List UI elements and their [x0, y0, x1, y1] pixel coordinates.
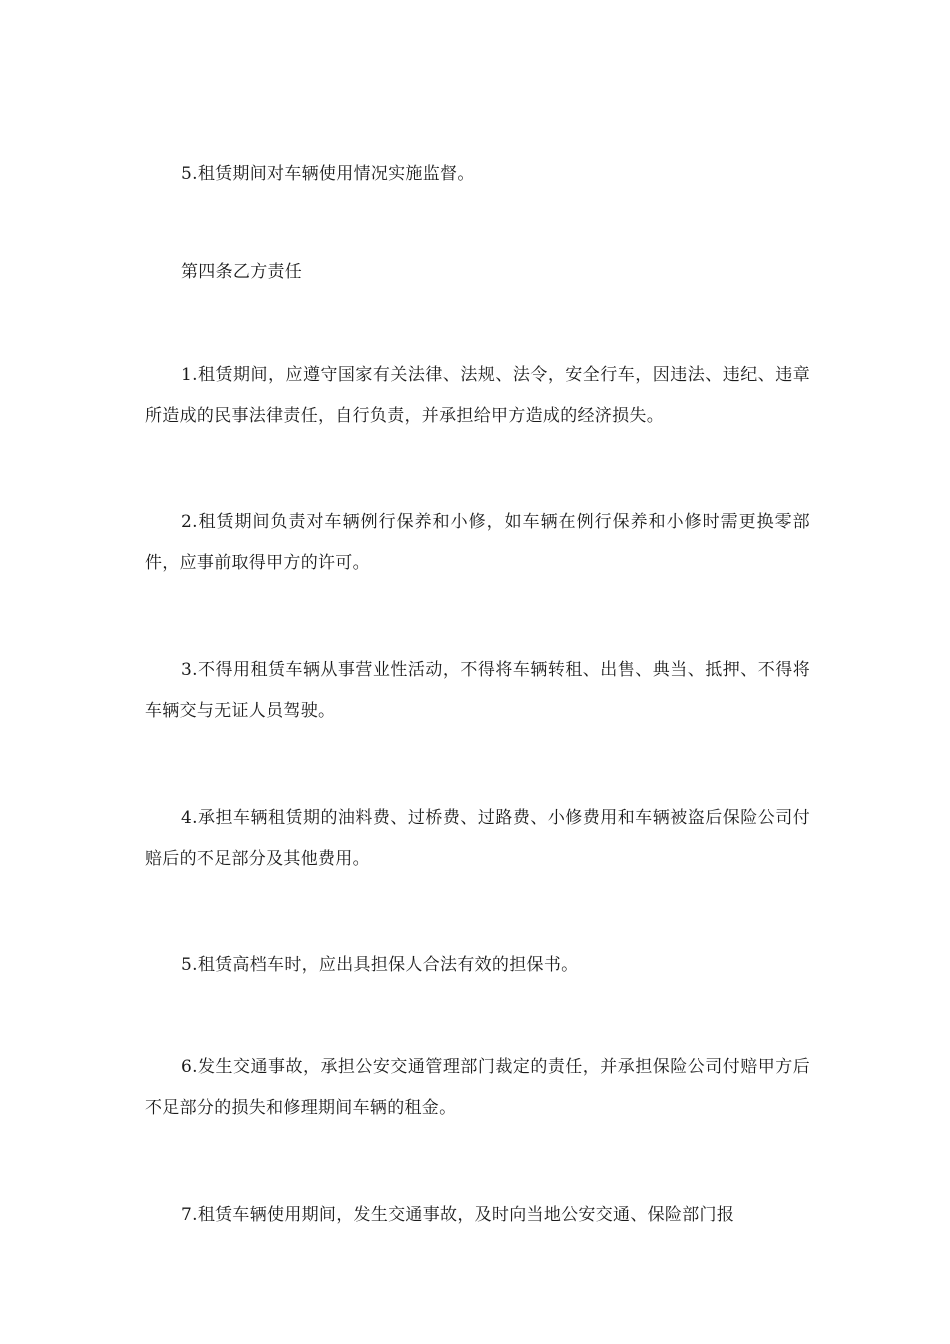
paragraph-lessee-duty-4: 4.承担车辆租赁期的油料费、过桥费、过路费、小修费用和车辆被盗后保险公司付赔后的不足部分及其他费用。 [145, 808, 810, 869]
paragraph-lessor-duty-5: 5.租赁期间对车辆使用情况实施监督。 [181, 164, 475, 184]
paragraph-lessee-duty-6: 6.发生交通事故，承担公安交通管理部门裁定的责任，并承担保险公司付赔甲方后不足部分的损失和修理期间车辆的租金。 [145, 1057, 810, 1118]
paragraph-lessee-duty-7: 7.租赁车辆使用期间，发生交通事故，及时向当地公安交通、保险部门报 [181, 1205, 735, 1225]
paragraph-lessee-duty-5: 5.租赁高档车时，应出具担保人合法有效的担保书。 [181, 955, 579, 975]
paragraph-lessee-duty-1: 1.租赁期间，应遵守国家有关法律、法规、法令，安全行车，因违法、违纪、违章所造成的民事法律责任，自行负责，并承担给甲方造成的经济损失。 [145, 365, 810, 426]
paragraph-lessee-duty-2: 2.租赁期间负责对车辆例行保养和小修，如车辆在例行保养和小修时需更换零部件，应事前取得甲方的许可。 [145, 512, 810, 573]
paragraph-lessee-duty-3: 3.不得用租赁车辆从事营业性活动，不得将车辆转租、出售、典当、抵押、不得将车辆交与无证人员驾驶。 [145, 660, 810, 721]
section-heading-article-4: 第四条乙方责任 [181, 262, 303, 282]
